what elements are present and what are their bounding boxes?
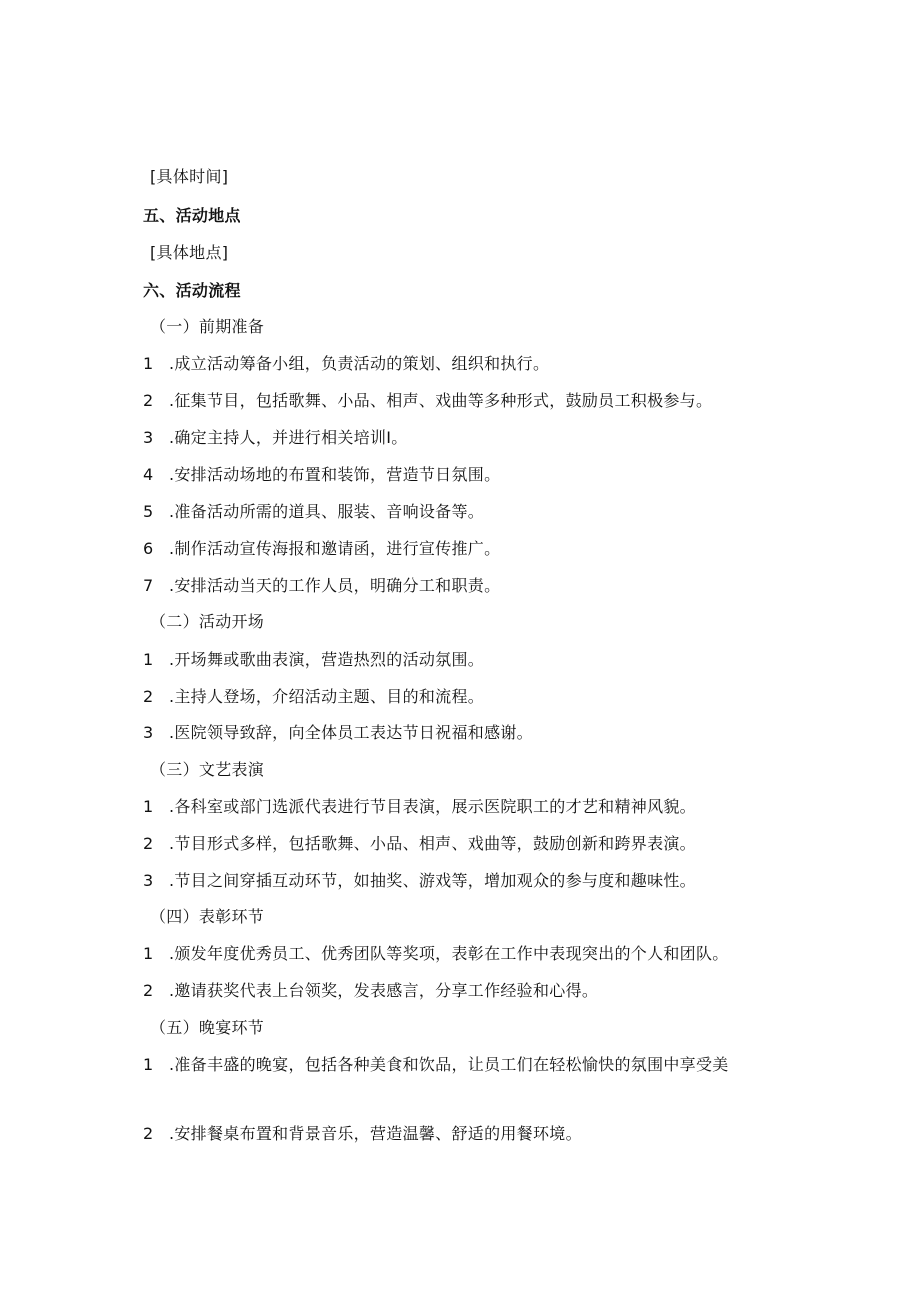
item-text: .安排餐桌布置和背景音乐，营造温馨、舒适的用餐环境。 [169, 1124, 582, 1143]
item-number: 2 [143, 391, 154, 410]
item-text: .颁发年度优秀员工、优秀团队等奖项，表彰在工作中表现突出的个人和团队。 [169, 944, 729, 963]
location-placeholder: [具体地点] [150, 243, 229, 262]
list-item [143, 575, 500, 597]
section-heading-location: 五、活动地点 [143, 206, 241, 225]
list-item [143, 538, 500, 560]
list-item [143, 501, 484, 523]
item-text: .邀请获奖代表上台领奖，发表感言，分享工作经验和心得。 [169, 981, 599, 1000]
item-text: .确定主持人，并进行相关培训I。 [169, 428, 408, 447]
list-item [143, 1123, 582, 1145]
list-item [143, 427, 408, 449]
item-text: .准备活动所需的道具、服装、音响设备等。 [169, 502, 485, 521]
time-placeholder: [具体时间] [150, 167, 229, 186]
item-number: 7 [143, 576, 154, 595]
list-item [143, 686, 484, 708]
item-text: .各科室或部门选派代表进行节目表演，展示医院职工的才艺和精神风貌。 [169, 797, 696, 816]
list-item [143, 390, 712, 412]
list-item [143, 1054, 729, 1076]
item-text: .征集节目，包括歌舞、小品、相声、戏曲等多种形式，鼓励员工积极参与。 [169, 391, 713, 410]
list-item [143, 353, 549, 375]
item-number: 3 [143, 428, 154, 447]
item-text: .节目之间穿插互动环节，如抽奖、游戏等，增加观众的参与度和趣味性。 [169, 871, 696, 890]
subsection-title-preparation: （一）前期准备 [150, 317, 265, 336]
item-number: 2 [143, 1124, 154, 1143]
item-number: 3 [143, 871, 154, 890]
list-item [143, 796, 696, 818]
subsection-title-opening: （二）活动开场 [150, 612, 265, 631]
item-number: 5 [143, 502, 154, 521]
item-text: .准备丰盛的晚宴，包括各种美食和饮品，让员工们在轻松愉快的氛围中享受美 [169, 1055, 729, 1074]
item-number: 1 [143, 1055, 154, 1074]
section-heading-process: 六、活动流程 [143, 281, 241, 300]
list-item [143, 980, 598, 1002]
subsection-title-performance: （三）文艺表演 [150, 760, 265, 779]
item-number: 1 [143, 650, 154, 669]
item-number: 2 [143, 981, 154, 1000]
item-text: .主持人登场，介绍活动主题、目的和流程。 [169, 687, 485, 706]
item-text: .成立活动筹备小组，负责活动的策划、组织和执行。 [169, 354, 550, 373]
item-number: 1 [143, 944, 154, 963]
list-item [143, 833, 696, 855]
item-number: 4 [143, 465, 154, 484]
item-text: .开场舞或歌曲表演，营造热烈的活动氛围。 [169, 650, 485, 669]
subsection-title-banquet: （五）晚宴环节 [150, 1018, 265, 1037]
list-item [143, 464, 500, 486]
item-number: 6 [143, 539, 154, 558]
list-item [143, 870, 696, 892]
list-item [143, 649, 484, 671]
item-number: 3 [143, 723, 154, 742]
list-item [143, 943, 729, 965]
item-number: 1 [143, 354, 154, 373]
subsection-title-awards: （四）表彰环节 [150, 907, 265, 926]
list-item [143, 722, 533, 744]
item-number: 2 [143, 687, 154, 706]
item-number: 1 [143, 797, 154, 816]
item-text: .安排活动当天的工作人员，明确分工和职责。 [169, 576, 501, 595]
item-text: .安排活动场地的布置和装饰，营造节日氛围。 [169, 465, 501, 484]
item-number: 2 [143, 834, 154, 853]
item-text: .制作活动宣传海报和邀请函，进行宣传推广。 [169, 539, 501, 558]
item-text: .节目形式多样，包括歌舞、小品、相声、戏曲等，鼓励创新和跨界表演。 [169, 834, 696, 853]
item-text: .医院领导致辞，向全体员工表达节日祝福和感谢。 [169, 723, 533, 742]
